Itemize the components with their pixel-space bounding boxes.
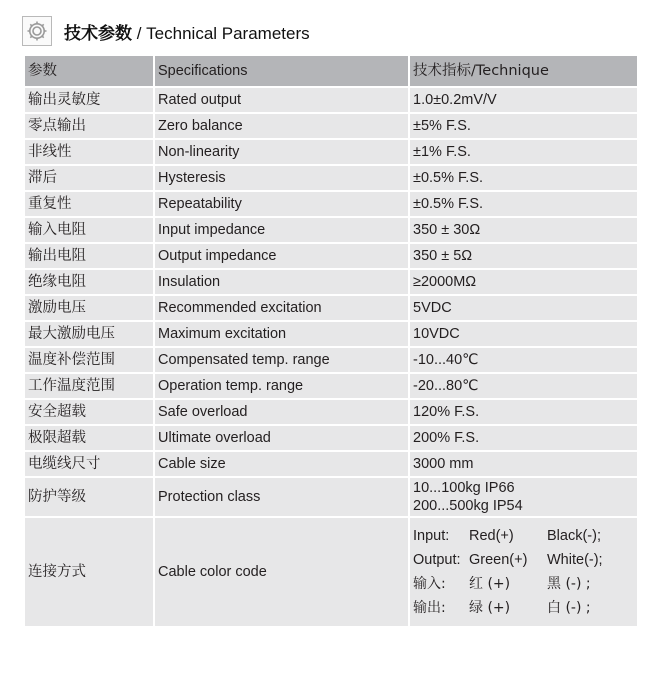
section-header xyxy=(22,14,310,48)
param-zh: 极限超载 xyxy=(24,425,154,451)
param-value xyxy=(409,517,638,627)
color-positive: 红 (+) xyxy=(469,576,511,592)
param-zh: 滞后 xyxy=(24,165,154,191)
color-negative: 白 (-) ; xyxy=(547,600,591,616)
param-value: 5VDC xyxy=(409,295,638,321)
param-value: 350 ± 30Ω xyxy=(409,217,638,243)
param-zh: 重复性 xyxy=(24,191,154,217)
color-negative: 黑 (-) ; xyxy=(547,576,591,592)
param-en: Non-linearity xyxy=(154,139,409,165)
param-zh: 温度补偿范围 xyxy=(24,347,154,373)
param-en: Recommended excitation xyxy=(154,295,409,321)
color-label: 输入: xyxy=(413,576,446,592)
title-separator: / xyxy=(132,23,147,43)
connection-row xyxy=(24,517,638,627)
color-negative: Black(-); xyxy=(547,528,601,544)
param-en: Rated output xyxy=(154,87,409,113)
param-value: ≥2000MΩ xyxy=(409,269,638,295)
gear-icon xyxy=(22,16,52,46)
param-value: ±5% F.S. xyxy=(409,113,638,139)
header-technique: 技术指标/Technique xyxy=(409,55,638,87)
color-positive: 绿 (+) xyxy=(469,600,511,616)
param-value: 200% F.S. xyxy=(409,425,638,451)
param-en: Zero balance xyxy=(154,113,409,139)
table-row xyxy=(24,217,638,243)
table-row xyxy=(24,269,638,295)
param-zh: 防护等级 xyxy=(24,477,154,517)
cable-color-grid xyxy=(413,524,637,620)
param-en: Input impedance xyxy=(154,217,409,243)
color-label: Input: xyxy=(413,528,450,544)
table-row xyxy=(24,139,638,165)
table-row xyxy=(24,165,638,191)
param-zh: 连接方式 xyxy=(24,517,154,627)
color-label: Output: xyxy=(413,552,461,568)
param-zh: 绝缘电阻 xyxy=(24,269,154,295)
table-row xyxy=(24,87,638,113)
param-value: 350 ± 5Ω xyxy=(409,243,638,269)
table-row xyxy=(24,295,638,321)
param-zh: 工作温度范围 xyxy=(24,373,154,399)
param-value: -10...40℃ xyxy=(409,347,638,373)
param-en: Protection class xyxy=(154,477,409,517)
param-value xyxy=(409,477,638,517)
param-en: Output impedance xyxy=(154,243,409,269)
table-row xyxy=(24,451,638,477)
param-en: Safe overload xyxy=(154,399,409,425)
header-parameter: 参数 xyxy=(24,55,154,87)
table-row xyxy=(24,373,638,399)
param-value: 120% F.S. xyxy=(409,399,638,425)
param-en: Insulation xyxy=(154,269,409,295)
table-row xyxy=(24,321,638,347)
param-zh: 零点输出 xyxy=(24,113,154,139)
param-en: Operation temp. range xyxy=(154,373,409,399)
header-specifications: Specifications xyxy=(154,55,409,87)
page-title xyxy=(64,19,310,44)
param-en: Hysteresis xyxy=(154,165,409,191)
title-zh: 技术参数 xyxy=(64,23,132,44)
param-zh: 输入电阻 xyxy=(24,217,154,243)
param-zh: 非线性 xyxy=(24,139,154,165)
param-zh: 输出灵敏度 xyxy=(24,87,154,113)
param-value: ±0.5% F.S. xyxy=(409,191,638,217)
table-row xyxy=(24,113,638,139)
param-value: 3000 mm xyxy=(409,451,638,477)
param-zh: 安全超载 xyxy=(24,399,154,425)
table-row xyxy=(24,347,638,373)
param-value: ±1% F.S. xyxy=(409,139,638,165)
table-header-row xyxy=(24,55,638,87)
param-en: Maximum excitation xyxy=(154,321,409,347)
param-en: Cable color code xyxy=(154,517,409,627)
parameters-table xyxy=(23,54,639,628)
table-row xyxy=(24,425,638,451)
param-zh: 最大激励电压 xyxy=(24,321,154,347)
param-value: ±0.5% F.S. xyxy=(409,165,638,191)
color-positive: Green(+) xyxy=(469,552,528,568)
param-value: 1.0±0.2mV/V xyxy=(409,87,638,113)
title-en: Technical Parameters xyxy=(146,23,310,43)
param-en: Cable size xyxy=(154,451,409,477)
param-zh: 激励电压 xyxy=(24,295,154,321)
param-value: 10VDC xyxy=(409,321,638,347)
table-row xyxy=(24,191,638,217)
param-en: Compensated temp. range xyxy=(154,347,409,373)
protection-row xyxy=(24,477,638,517)
table-row xyxy=(24,243,638,269)
param-en: Repeatability xyxy=(154,191,409,217)
param-zh: 电缆线尺寸 xyxy=(24,451,154,477)
color-label: 输出: xyxy=(413,600,446,616)
protection-line: 200...500kg IP54 xyxy=(413,498,523,514)
protection-line: 10...100kg IP66 xyxy=(413,480,515,496)
color-positive: Red(+) xyxy=(469,528,514,544)
table-row xyxy=(24,399,638,425)
param-zh: 输出电阻 xyxy=(24,243,154,269)
color-negative: White(-); xyxy=(547,552,603,568)
param-value: -20...80℃ xyxy=(409,373,638,399)
param-en: Ultimate overload xyxy=(154,425,409,451)
